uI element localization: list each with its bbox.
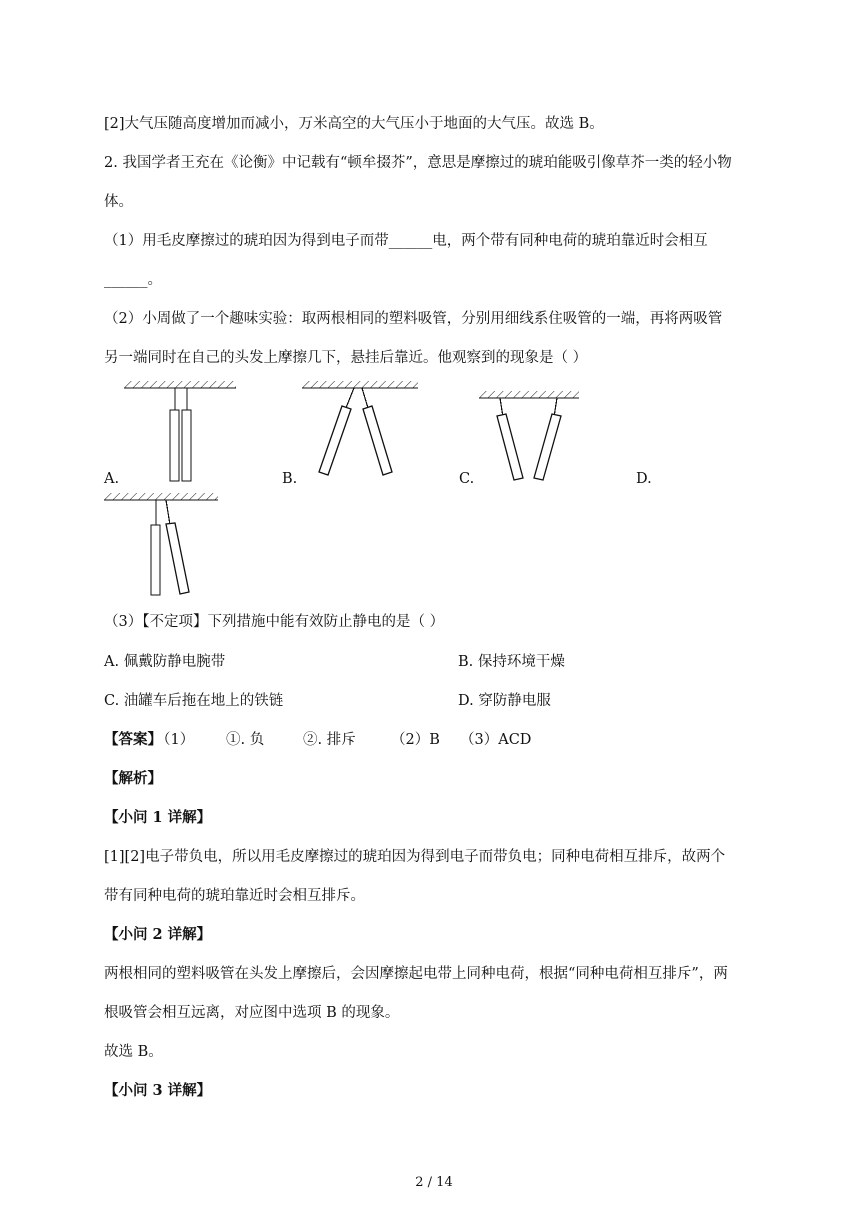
text-line: 另一端同时在自己的头发上摩擦几下，悬挂后靠近。他观察到的现象是（ ） [104, 350, 588, 366]
page-number: 2 / 14 [415, 1175, 453, 1190]
text-line: 带有同种电荷的琥珀靠近时会相互排斥。 [104, 888, 365, 904]
text-line: 根吸管会相互远离，对应图中选项 B 的现象。 [104, 1005, 400, 1021]
figure-option-c [475, 385, 585, 487]
text-line: 故选 B。 [104, 1044, 163, 1060]
answer-part-3: （3）ACD [460, 732, 532, 748]
sub-question-3-heading: 【小问 3 详解】 [104, 1082, 212, 1099]
sub-question-2-text: 两根相同的塑料吸管在头发上摩擦后，会因摩擦起电带上同种电荷，根据“同种电荷相互排斥”，两 [104, 966, 728, 982]
sub-question-1-text: [1][2]电子带负电，所以用毛皮摩擦过的琥珀因为得到电子而带负电；同种电荷相互排斥，故两个 [104, 849, 726, 865]
figure-option-a [120, 375, 240, 487]
figure-option-b [298, 375, 423, 487]
figure-label-c: C. [459, 471, 475, 487]
text-line: 体。 [104, 194, 133, 210]
choice-d: D. 穿防静电服 [458, 693, 551, 709]
answer-part-1: （1） [156, 732, 195, 748]
answer-part-2: （2）B [391, 732, 440, 748]
choice-c: C. 油罐车后拖在地上的铁链 [104, 693, 284, 709]
choice-b: B. 保持环境干燥 [458, 654, 565, 670]
question-2-part-3: （3）【不定项】下列措施中能有效防止静电的是（ ） [104, 614, 445, 630]
text-line: [2]大气压随高度增加而减小，万米高空的大气压小于地面的大气压。故选 B。 [104, 116, 604, 132]
question-2-stem: 2. 我国学者王充在《论衡》中记载有“顿牟掇芥”，意思是摩擦过的琥珀能吸引像草芥一类的轻小物 [104, 155, 732, 171]
sub-question-1-heading: 【小问 1 详解】 [104, 809, 212, 826]
text-line: ______。 [104, 272, 162, 288]
answer-part-1-blank-1: ①. 负 [226, 732, 265, 748]
question-2-part-1: （1）用毛皮摩擦过的琥珀因为得到电子而带______电，两个带有同种电荷的琥珀靠近时会相互 [104, 233, 708, 249]
figure-label-b: B. [282, 471, 298, 487]
question-2-part-2: （2）小周做了一个趣味实验：取两根相同的塑料吸管，分别用细线系住吸管的一端，再将两吸管 [104, 311, 723, 327]
choice-a: A. 佩戴防静电腕带 [104, 654, 226, 670]
answer-label: 【答案】 [104, 731, 162, 748]
figure-label-a: A. [104, 471, 120, 487]
figure-label-d: D. [636, 471, 652, 487]
answer-part-1-blank-2: ②. 排斥 [303, 732, 356, 748]
analysis-heading: 【解析】 [104, 770, 162, 787]
figure-option-d [100, 487, 225, 597]
sub-question-2-heading: 【小问 2 详解】 [104, 926, 212, 943]
